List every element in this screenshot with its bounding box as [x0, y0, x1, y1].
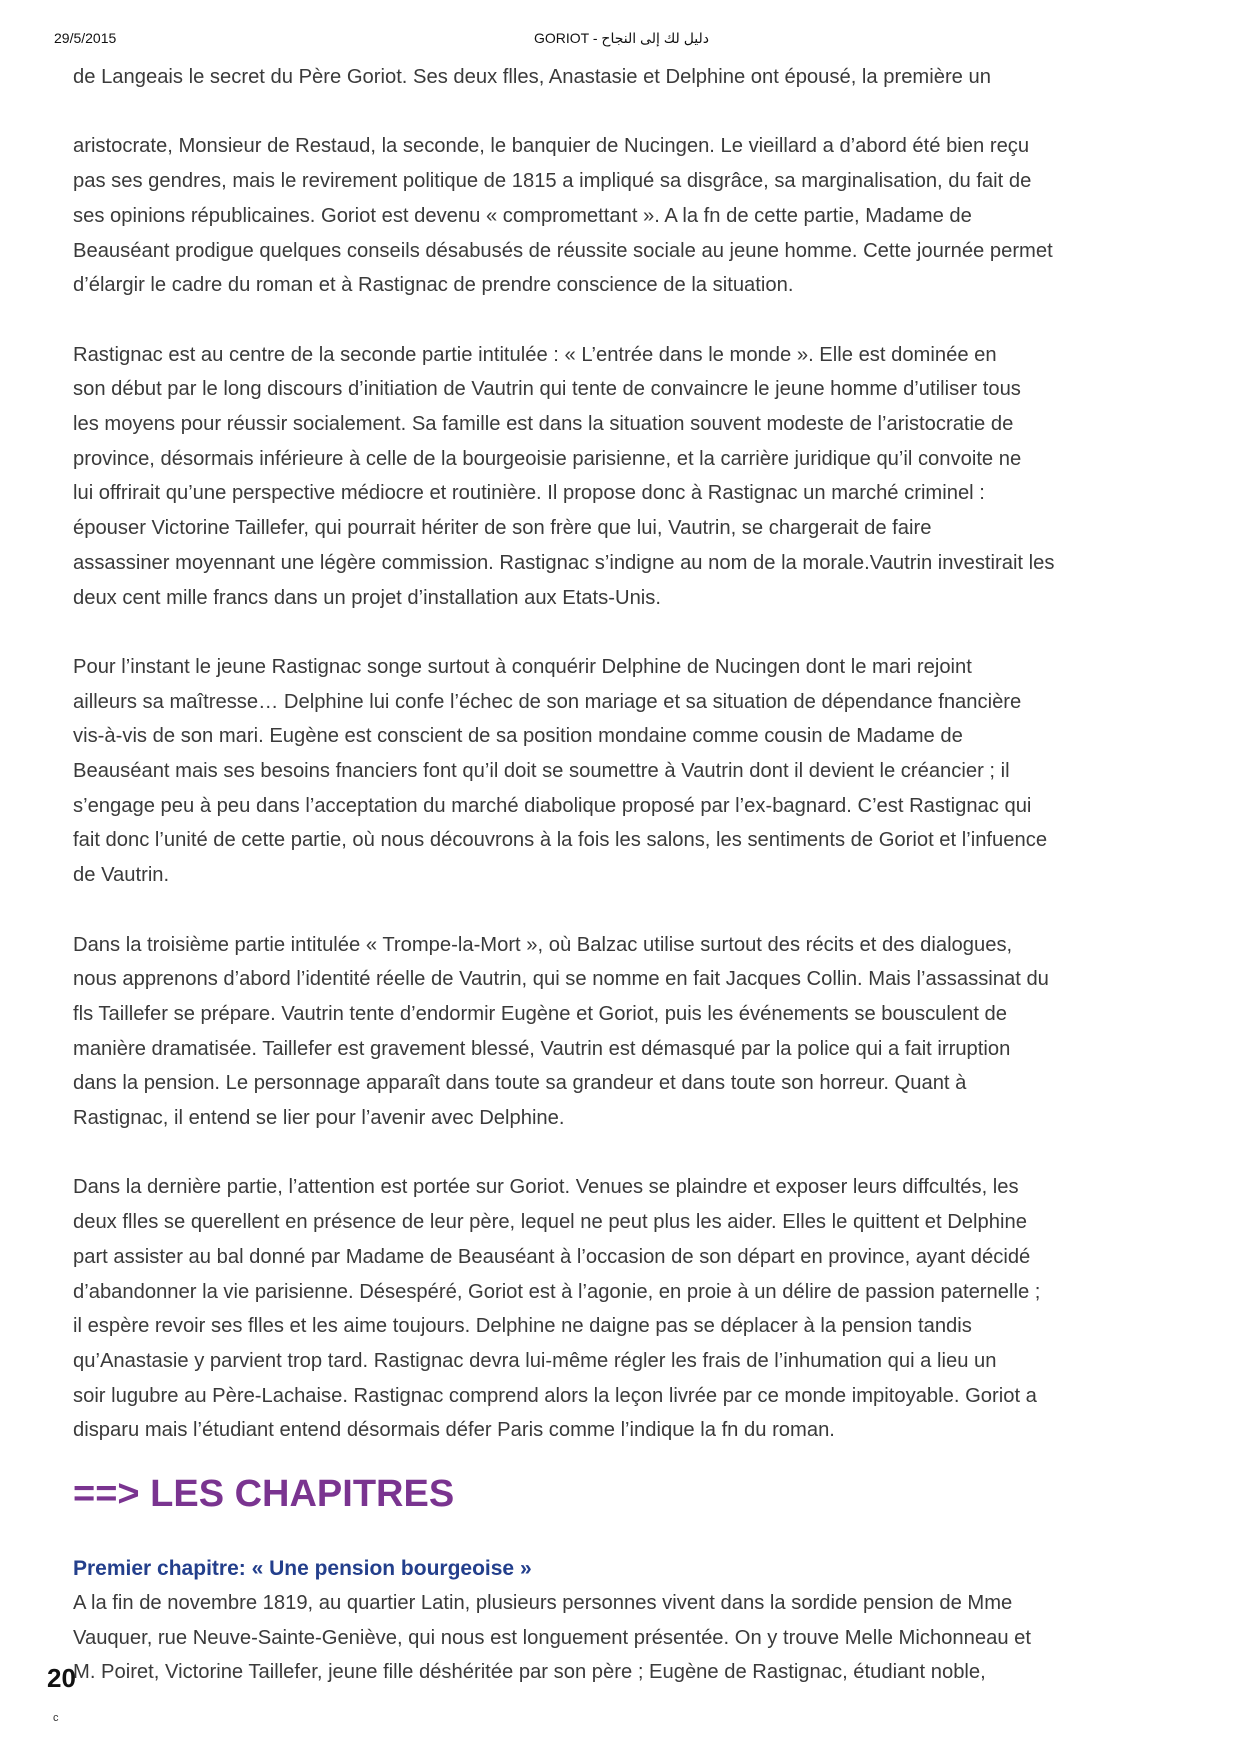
text-line: M. Poiret, Victorine Taillefer, jeune fille déshéritée par son père ; Eugène de Rastignac, étudiant noble, [73, 1661, 986, 1684]
text-line: A la fin de novembre 1819, au quartier Latin, plusieurs personnes vivent dans la sordide pension de Mme [73, 1592, 1013, 1615]
text-line: ses opinions républicaines. Goriot est devenu « compromettant ». A la fn de cette partie, Madame de [73, 204, 972, 227]
text-line: lui offrirait qu’une perspective médiocre et routinière. Il propose donc à Rastignac un marché criminel : [73, 482, 985, 505]
page-number: 20 [47, 1663, 76, 1693]
header-title: GORIOT - دليل لك إلى النجاح [534, 30, 710, 46]
text-line: vis-à-vis de son mari. Eugène est conscient de sa position mondaine comme cousin de Madame de [73, 725, 963, 748]
text-line: il espère revoir ses flles et les aime toujours. Delphine ne daigne pas se déplacer à la pension tandis [73, 1315, 972, 1338]
text-line: d’abandonner la vie parisienne. Désespéré, Goriot est à l’agonie, en proie à un délire de passion paternelle ; [73, 1280, 1041, 1303]
text-line: d’élargir le cadre du roman et à Rastignac de prendre conscience de la situation. [73, 274, 794, 297]
text-line: fls Taillefer se prépare. Vautrin tente d’endormir Eugène et Goriot, puis les événements se bousculent de [73, 1002, 1008, 1025]
text-line: qu’Anastasie y parvient trop tard. Rastignac devra lui-même régler les frais de l’inhumation qui a lieu un [73, 1349, 997, 1372]
paragraph [73, 1170, 1223, 1448]
text-line: part assister au bal donné par Madame de Beauséant à l’occasion de son départ en province, ayant décidé [73, 1245, 1031, 1268]
text-line: s’engage peu à peu dans l’acceptation du marché diabolique proposé par l’ex-bagnard. C’est Rastignac qui [73, 794, 1032, 817]
paragraph [73, 338, 1223, 616]
paragraph [73, 650, 1223, 893]
paragraph [73, 928, 1223, 1136]
text-line: deux flles se querellent en présence de leur père, lequel ne peut plus les aider. Elles le quittent et Delphine [73, 1211, 1027, 1234]
text-line: assassiner moyennant une légère commission. Rastignac s’indigne au nom de la morale.Vautrin investirait les [73, 551, 1055, 574]
text-line: deux cent mille francs dans un projet d’installation aux Etats-Unis. [73, 586, 661, 609]
text-line: manière dramatisée. Taillefer est gravement blessé, Vautrin est démasqué par la police qui a fait irruption [73, 1037, 1011, 1060]
text-line: les moyens pour réussir socialement. Sa famille est dans la situation souvent modeste de l’aristocratie de [73, 413, 1014, 435]
text-line: Dans la dernière partie, l’attention est portée sur Goriot. Venues se plaindre et exposer leurs diffcultés, les [73, 1176, 1019, 1199]
text-line: de Langeais le secret du Père Goriot. Ses deux flles, Anastasie et Delphine ont épousé, la première un [73, 66, 991, 88]
text-line: de Vautrin. [73, 864, 170, 887]
text-line: Rastignac, il entend se lier pour l’avenir avec Delphine. [73, 1107, 565, 1130]
text-line: nous apprenons d’abord l’identité réelle de Vautrin, qui se nomme en fait Jacques Collin. Mais l’assassinat du [73, 968, 1049, 991]
text-line: épouser Victorine Taillefer, qui pourrait hériter de son frère que lui, Vautrin, se chargerait de faire [73, 517, 932, 540]
text-line: aristocrate, Monsieur de Restaud, la seconde, le banquier de Nucingen. Le vieillard a d’abord été bien reçu [73, 135, 1030, 158]
chapter-title: Premier chapitre: « Une pension bourgeoise » [73, 1557, 532, 1581]
text-line: Beauséant mais ses besoins fnanciers font qu’il doit se soumettre à Vautrin dont il devient le créancier ; il [73, 760, 1010, 783]
section-heading: ==> LES CHAPITRES [73, 1473, 455, 1516]
text-line: soir lugubre au Père-Lachaise. Rastignac comprend alors la leçon livrée par ce monde impitoyable. Goriot a [73, 1384, 1037, 1407]
text-line: Dans la troisième partie intitulée « Trompe-la-Mort », où Balzac utilise surtout des récits et des dialogues, [73, 933, 1013, 956]
header-date: 29/5/2015 [54, 30, 117, 46]
document-body [73, 60, 1223, 1690]
chapter-paragraph [73, 1586, 1223, 1690]
paragraph [73, 60, 1223, 95]
text-line: Rastignac est au centre de la seconde partie intitulée : « L’entrée dans le monde ». Elle est dominée en [73, 343, 997, 366]
text-line: fait donc l’unité de cette partie, où nous découvrons à la fois les salons, les sentiments de Goriot et l’infuence [73, 829, 1048, 852]
text-line: disparu mais l’étudiant entend désormais défer Paris comme l’indique la fn du roman. [73, 1419, 835, 1442]
text-line: Vauquer, rue Neuve-Sainte-Geniève, qui nous est longuement présentée. On y trouve Melle Michonneau et [73, 1626, 1031, 1649]
text-line: province, désormais inférieure à celle de la bourgeoisie parisienne, et la carrière juridique qu’il convoite ne [73, 447, 1022, 470]
edge-mark: c [53, 1712, 59, 1724]
text-line: son début par le long discours d’initiation de Vautrin qui tente de convaincre le jeune homme d’utiliser tous [73, 378, 1021, 401]
text-line: ailleurs sa maîtresse… Delphine lui confe l’échec de son mariage et sa situation de dépendance fnancière [73, 690, 1022, 713]
paragraph [73, 129, 1223, 303]
text-line: dans la pension. Le personnage apparaît dans toute sa grandeur et dans toute son horreur. Quant à [73, 1072, 967, 1095]
text-line: Pour l’instant le jeune Rastignac songe surtout à conquérir Delphine de Nucingen dont le mari rejoint [73, 655, 972, 678]
text-line: Beauséant prodigue quelques conseils désabusés de réussite sociale au jeune homme. Cette journée permet [73, 239, 1053, 262]
text-line: pas ses gendres, mais le revirement politique de 1815 a impliqué sa disgrâce, sa marginalisation, du fait de [73, 170, 1032, 193]
